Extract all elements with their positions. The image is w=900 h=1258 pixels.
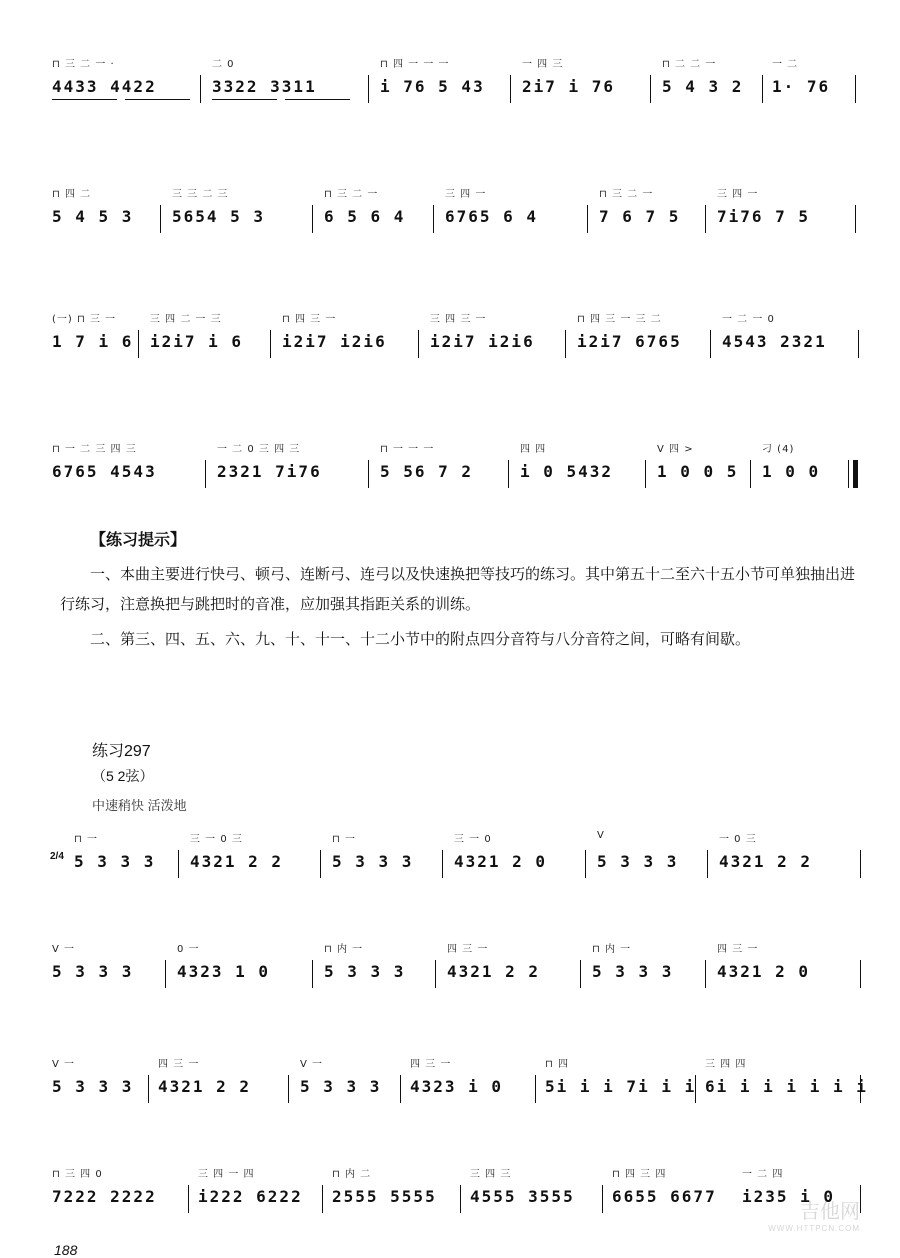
score-row-3 <box>50 310 860 380</box>
notes: 5i i i 7i i i <box>545 1077 697 1096</box>
notes: 4321 2 0 <box>717 962 811 981</box>
notes: i 76 5 43 <box>380 77 485 96</box>
score-row-1 <box>50 55 860 125</box>
tips-paragraph-2: 二、第三、四、五、六、九、十、十一、十二小节中的附点四分音符与八分音符之间，可略有间歇。 <box>90 631 751 648</box>
measure <box>770 55 860 125</box>
bowing-marks: 三 四 二 一 三 <box>150 314 222 325</box>
notes: 6 5 6 4 <box>324 207 406 226</box>
notes: 5 3 3 3 <box>597 852 679 871</box>
measure <box>703 1055 868 1125</box>
bowing-marks: ⊓ 四 一 一 一 <box>380 59 450 70</box>
bowing-marks: 四 三 一 <box>410 1059 452 1070</box>
measure <box>175 940 305 1010</box>
measure <box>660 55 760 125</box>
notes: 4433 4422 <box>52 77 157 96</box>
watermark-text: 吉他网 <box>800 1201 860 1223</box>
notes: 4321 2 2 <box>190 852 284 871</box>
notes: 2555 5555 <box>332 1187 437 1206</box>
watermark-url: WWW.HTTPCN.COM <box>768 1224 860 1233</box>
notes: 7222 2222 <box>52 1187 157 1206</box>
notes: 6765 6 4 <box>445 207 539 226</box>
notes: i2i7 6765 <box>577 332 682 351</box>
measure <box>215 440 365 510</box>
notes: 4321 2 2 <box>158 1077 252 1096</box>
bowing-marks: ⊓ 三 二 一 <box>324 189 379 200</box>
measure <box>468 1165 598 1235</box>
notes: 5 3 3 3 <box>52 1077 134 1096</box>
bowing-marks: ⊓ 三 四 0 <box>52 1169 103 1180</box>
page-number: 188 <box>54 1242 78 1258</box>
bowing-marks: 三 三 二 三 <box>172 189 229 200</box>
notes: 4323 i 0 <box>410 1077 504 1096</box>
notes: 7i76 7 5 <box>717 207 811 226</box>
bowing-marks: 三 四 三 一 <box>430 314 487 325</box>
measure <box>148 310 268 380</box>
bowing-marks: 一 二 四 <box>742 1169 784 1180</box>
measure <box>322 185 422 255</box>
measure <box>196 1165 321 1235</box>
measure <box>715 185 855 255</box>
notes: 4321 2 0 <box>454 852 548 871</box>
notes: 4321 2 2 <box>447 962 541 981</box>
measure <box>330 830 440 900</box>
bowing-marks: ⊓ 内 二 <box>332 1169 372 1180</box>
notes: 2321 7i76 <box>217 462 322 481</box>
notes: 6655 6677 <box>612 1187 717 1206</box>
bowing-marks: 一 四 三 <box>522 59 564 70</box>
bowing-marks: ⊓ 四 三 一 <box>282 314 337 325</box>
measure <box>50 1165 180 1235</box>
measure <box>590 940 700 1010</box>
measure <box>408 1055 533 1125</box>
notes: 4543 2321 <box>722 332 827 351</box>
measure <box>188 830 313 900</box>
bowing-marks: ⊓ 一 二 三 四 三 <box>52 444 137 455</box>
measure <box>543 1055 697 1125</box>
bowing-marks: ⊓ 一 <box>332 834 356 845</box>
bowing-marks: ⊓ 内 一 <box>592 944 632 955</box>
bowing-marks: 四 三 一 <box>158 1059 200 1070</box>
measure <box>378 55 503 125</box>
measure <box>655 440 750 510</box>
bowing-marks: 三 四 一 <box>717 189 759 200</box>
measure <box>715 940 855 1010</box>
measure <box>595 830 705 900</box>
notes: i222 6222 <box>198 1187 303 1206</box>
time-signature: 2/4 <box>50 851 64 862</box>
notes: 7 6 7 5 <box>599 207 681 226</box>
bowing-marks: 三 一 0 三 <box>190 834 243 845</box>
notes: 5654 5 3 <box>172 207 266 226</box>
measure <box>720 310 860 380</box>
notes: 5 3 3 3 <box>592 962 674 981</box>
measure <box>322 940 432 1010</box>
bowing-marks: ⊓ 三 二 一 <box>599 189 654 200</box>
bowing-marks: 0 一 <box>177 944 200 955</box>
measure <box>50 185 155 255</box>
bowing-marks: 二 0 <box>212 59 235 70</box>
bowing-marks: 三 四 一 <box>445 189 487 200</box>
notes: 5 56 7 2 <box>380 462 474 481</box>
measure <box>520 55 645 125</box>
measure <box>597 185 697 255</box>
bowing-marks: 一 0 三 <box>719 834 757 845</box>
notes: 4321 2 2 <box>719 852 813 871</box>
score-row-7 <box>50 1055 868 1125</box>
bowing-marks: ⊓ 三 二 一 · <box>52 59 115 70</box>
measure <box>518 440 643 510</box>
bowing-marks: ⊓ 四 二 <box>52 189 92 200</box>
notes: i235 i 0 <box>742 1187 836 1206</box>
bowing-marks: 四 三 一 <box>717 944 759 955</box>
bowing-marks: V 一 <box>300 1059 324 1070</box>
score-row-5 <box>50 830 860 900</box>
measure <box>156 1055 281 1125</box>
notes: 5 3 3 3 <box>300 1077 382 1096</box>
measure <box>280 310 415 380</box>
bowing-marks: ⊓ 四 三 一 三 二 <box>577 314 662 325</box>
score-row-6 <box>50 940 860 1010</box>
measure <box>50 440 195 510</box>
measure <box>50 310 135 380</box>
measure <box>72 830 182 900</box>
notes: 6i i i i i i i <box>705 1077 868 1096</box>
bowing-marks: 三 四 一 四 <box>198 1169 255 1180</box>
notes: 1 0 0 <box>762 462 821 481</box>
bowing-marks: ⊓ 一 一 一 <box>380 444 435 455</box>
notes: 1 7 i 6 <box>52 332 134 351</box>
watermark <box>710 1195 860 1245</box>
notes: i2i7 i2i6 <box>282 332 387 351</box>
notes: 5 4 5 3 <box>52 207 134 226</box>
notes: 5 3 3 3 <box>332 852 414 871</box>
notes: i2i7 i 6 <box>150 332 244 351</box>
measure <box>210 55 360 125</box>
measure <box>330 1165 460 1235</box>
notes: 2i7 i 76 <box>522 77 616 96</box>
notes: i 0 5432 <box>520 462 614 481</box>
bowing-marks: V 一 <box>52 1059 76 1070</box>
score-row-2 <box>50 185 860 255</box>
exercise-strings: （5 2弦） <box>92 768 154 784</box>
measure <box>50 940 160 1010</box>
measure <box>170 185 310 255</box>
notes: 1 0 0 5 <box>657 462 739 481</box>
tips-paragraph-1: 一、本曲主要进行快弓、顿弓、连断弓、连弓以及快速换把等技巧的练习。其中第五十二至六十五小节可单独抽出进行练习，注意换把与跳把时的音准，应加强其指距关系的训练。 <box>60 566 856 613</box>
exercise-tempo: 中速稍快 活泼地 <box>92 798 187 813</box>
bowing-marks: ⊓ 四 <box>545 1059 569 1070</box>
notes: 5 3 3 3 <box>74 852 156 871</box>
notes: 3322 3311 <box>212 77 317 96</box>
bowing-marks: 三 四 四 <box>705 1059 747 1070</box>
bowing-marks: V <box>597 830 605 841</box>
measure <box>298 1055 398 1125</box>
bowing-marks: 一 二 0 三 四 三 <box>217 444 301 455</box>
bowing-marks: V 四 > <box>657 444 694 455</box>
notes: 5 3 3 3 <box>52 962 134 981</box>
bowing-marks: ⊓ 一 <box>74 834 98 845</box>
bowing-marks: 三 一 0 <box>454 834 492 845</box>
measure <box>378 440 503 510</box>
bowing-marks: 一 二 一 0 <box>722 314 775 325</box>
exercise-title: 练习297 <box>92 743 151 760</box>
notes: 5 4 3 2 <box>662 77 744 96</box>
measure <box>428 310 563 380</box>
notes: 4555 3555 <box>470 1187 575 1206</box>
notes: 4323 1 0 <box>177 962 271 981</box>
bowing-marks: (一) ⊓ 三 一 <box>52 314 117 325</box>
measure <box>50 1055 145 1125</box>
measure <box>452 830 582 900</box>
measure <box>445 940 575 1010</box>
measure <box>443 185 583 255</box>
score-row-4 <box>50 440 860 510</box>
measure <box>760 440 840 510</box>
bowing-marks: 四 三 一 <box>447 944 489 955</box>
bowing-marks: 四 四 <box>520 444 547 455</box>
measure <box>575 310 710 380</box>
bowing-marks: ⊓ 内 一 <box>324 944 364 955</box>
bowing-marks: ⊓ 四 三 四 <box>612 1169 667 1180</box>
notes: 5 3 3 3 <box>324 962 406 981</box>
measure <box>717 830 857 900</box>
notes: 6765 4543 <box>52 462 157 481</box>
notes: 1· 76 <box>772 77 831 96</box>
tips-heading: 【练习提示】 <box>90 532 187 549</box>
bowing-marks: ⊓ 二 二 一 <box>662 59 717 70</box>
bowing-marks: V 一 <box>52 944 76 955</box>
measure <box>50 55 200 125</box>
bowing-marks: 三 四 三 <box>470 1169 512 1180</box>
bowing-marks: 一 二 <box>772 59 799 70</box>
bowing-marks: 刁 (4) <box>762 444 795 455</box>
notes: i2i7 i2i6 <box>430 332 535 351</box>
